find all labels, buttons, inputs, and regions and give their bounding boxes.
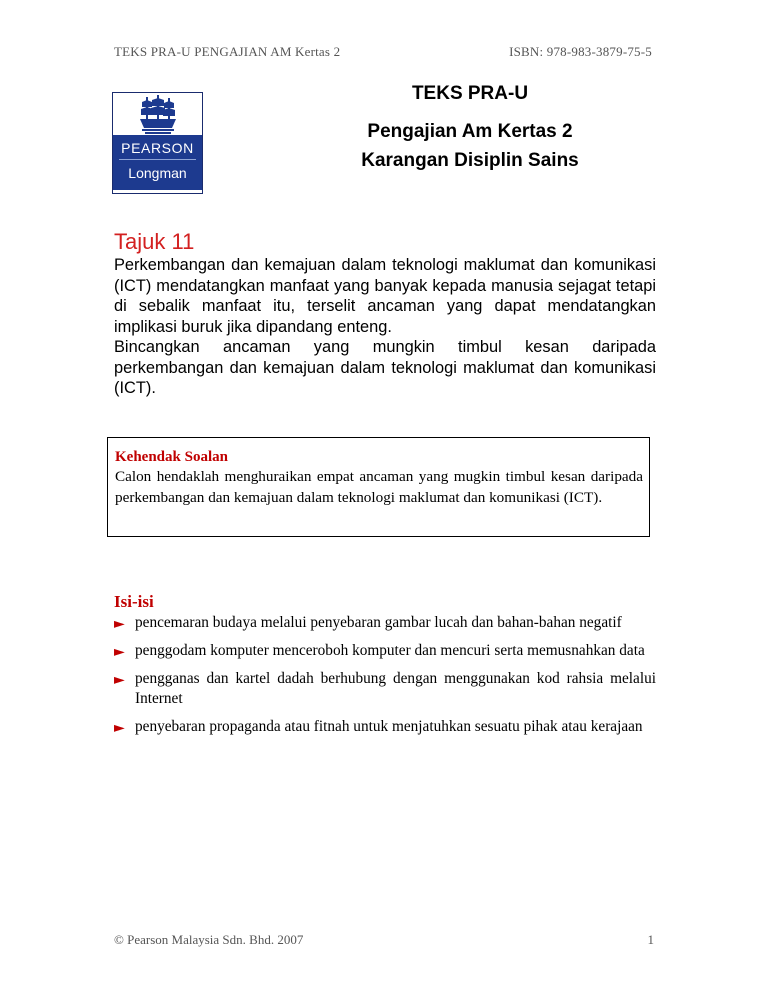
- pearson-longman-logo: [112, 92, 203, 194]
- content-points: [114, 613, 656, 745]
- arrow-right-icon: ►: [114, 720, 125, 736]
- content-heading: Isi-isi: [114, 592, 154, 611]
- arrow-right-icon: ►: [114, 616, 125, 632]
- page-number: 1: [647, 932, 654, 947]
- topic-heading: Tajuk 11: [114, 229, 195, 254]
- point-text: pengganas dan kartel dadah berhubung dengan menggunakan kod rahsia melalui Internet: [135, 670, 656, 707]
- question-paragraph-2: Bincangkan ancaman yang mungkin timbul kesan daripada perkembangan dan kemajuan dalam teknologi maklumat dan komunikasi (ICT).: [114, 338, 656, 397]
- arrow-right-icon: ►: [114, 672, 125, 688]
- list-item: [114, 717, 656, 737]
- list-item: [114, 669, 656, 709]
- list-item: [114, 641, 656, 661]
- logo-divider: [119, 159, 196, 160]
- doc-subtitle-2: Karangan Disiplin Sains: [361, 150, 579, 171]
- requirement-box: [107, 437, 650, 537]
- ship-icon: [140, 94, 176, 134]
- point-text: penyebaran propaganda atau fitnah untuk menjatuhkan sesuatu pihak atau kerajaan: [135, 718, 643, 735]
- arrow-right-icon: ►: [114, 644, 125, 660]
- logo-imprint: Longman: [128, 165, 187, 181]
- point-text: pencemaran budaya melalui penyebaran gambar lucah dan bahan-bahan negatif: [135, 614, 622, 631]
- logo-brand: PEARSON: [121, 140, 194, 156]
- point-text: penggodam komputer menceroboh komputer dan mencuri serta memusnahkan data: [135, 642, 645, 659]
- question-paragraph-1: Perkembangan dan kemajuan dalam teknologi maklumat dan komunikasi (ICT) mendatangkan manfaat yang banyak kepada manusia sejagat tetapi di sebalik manfaat itu, terselit ancaman yang dapat mendatangkan implikasi buruk jika dipandang enteng.: [114, 256, 656, 336]
- requirement-text: Calon hendaklah menghuraikan empat ancaman yang mugkin timbul kesan daripada perkembangan dan kemajuan dalam teknologi maklumat dan komunikasi (ICT).: [115, 468, 643, 506]
- doc-subtitle: Pengajian Am Kertas 2: [367, 121, 573, 142]
- list-item: [114, 613, 656, 633]
- copyright-footer: © Pearson Malaysia Sdn. Bhd. 2007: [114, 932, 304, 947]
- page-header-isbn: ISBN: 978-983-3879-75-5: [509, 44, 652, 59]
- doc-title: TEKS PRA-U: [411, 83, 529, 104]
- topic-question: [114, 255, 656, 399]
- page-header-title: TEKS PRA-U PENGAJIAN AM Kertas 2: [114, 44, 341, 59]
- requirement-title: Kehendak Soalan: [115, 449, 228, 465]
